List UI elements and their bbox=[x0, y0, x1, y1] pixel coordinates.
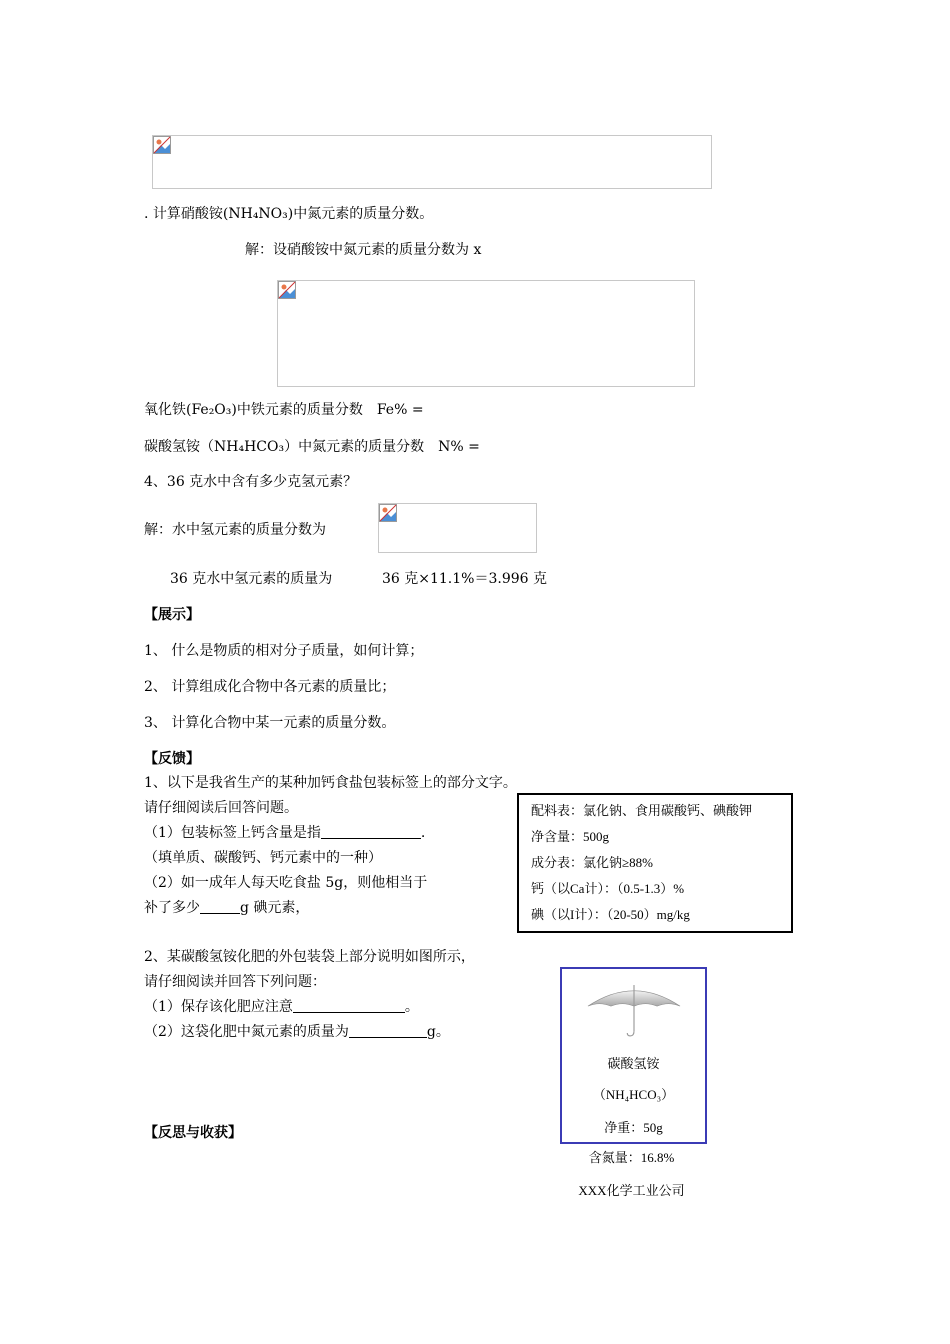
salt-label-iodine: 碘（以I计）：（20-50）mg/kg bbox=[531, 907, 690, 922]
feedback2-q2-text: （2）这袋化肥中氮元素的质量为 bbox=[144, 1024, 349, 1040]
show-item-1: 1、 什么是物质的相对分子质量，如何计算； bbox=[144, 643, 424, 659]
section-show: 【展示】 bbox=[144, 607, 200, 623]
broken-image-icon bbox=[278, 281, 296, 299]
feedback1-q2-c: g 碘元素， bbox=[240, 900, 310, 916]
bag-nitrogen: 含氮量：16.8% bbox=[588, 1150, 675, 1165]
bag-formula: （NH₄HCO₃） bbox=[592, 1087, 675, 1102]
formula-image-3 bbox=[378, 503, 537, 553]
section-feedback: 【反馈】 bbox=[144, 751, 200, 767]
question-4: 4、36 克水中含有多少克氢元素？ bbox=[144, 474, 358, 490]
answer-blank-nitrogen[interactable] bbox=[349, 1023, 427, 1038]
feedback1-hint: （填单质、碳酸钙、钙元素中的一种） bbox=[144, 850, 382, 866]
show-item-2: 2、 计算组成化合物中各元素的质量比； bbox=[144, 679, 396, 695]
feedback1-q1-end: . bbox=[420, 825, 426, 841]
answer-blank-storage[interactable] bbox=[293, 998, 405, 1013]
answer-blank-iodine[interactable] bbox=[200, 899, 240, 914]
solve-h-line: 解：水中氢元素的质量分数为 bbox=[144, 522, 326, 538]
answer-blank-calcium[interactable] bbox=[321, 824, 421, 839]
salt-label-box bbox=[517, 793, 793, 933]
n-percent-line: 碳酸氢铵（NH₄HCO₃）中氮元素的质量分数 N% = bbox=[144, 439, 480, 455]
salt-label-net: 净含量：500g bbox=[531, 829, 610, 844]
feedback1-q1-text: （1）包装标签上钙含量是指 bbox=[144, 825, 321, 841]
bag-weight: 净重：50g bbox=[604, 1120, 663, 1135]
fe-percent-line: 氧化铁(Fe₂O₃)中铁元素的质量分数 Fe% = bbox=[144, 402, 424, 418]
show-item-3: 3、 计算化合物中某一元素的质量分数。 bbox=[144, 715, 396, 731]
feedback2-q2 bbox=[144, 1021, 450, 1041]
feedback1-q1 bbox=[144, 822, 425, 842]
bag-name: 碳酸氢铵 bbox=[607, 1056, 660, 1071]
feedback1-intro: 1、以下是我省生产的某种加钙食盐包装标签上的部分文字。 bbox=[144, 775, 517, 791]
feedback1-read: 请仔细阅读后回答问题。 bbox=[144, 800, 298, 816]
umbrella-icon bbox=[586, 979, 682, 1041]
fertilizer-bag bbox=[560, 967, 707, 1144]
h-mass-result: 36 克×11.1%＝3.996 克 bbox=[382, 571, 547, 587]
feedback1-q2-cont bbox=[144, 897, 309, 917]
bag-company: XXX化学工业公司 bbox=[578, 1183, 685, 1198]
feedback1-q2-b: 补了多少 bbox=[144, 900, 200, 916]
feedback2-q2-end: g。 bbox=[426, 1024, 450, 1040]
formula-image-1 bbox=[152, 135, 712, 189]
h-mass-label: 36 克水中氢元素的质量为 bbox=[170, 571, 333, 587]
feedback2-q1-text: （1）保存该化肥应注意 bbox=[144, 999, 293, 1015]
solve-x-line: 解：设硝酸铵中氮元素的质量分数为 x bbox=[245, 242, 482, 258]
broken-image-icon bbox=[153, 136, 171, 154]
formula-image-2 bbox=[277, 280, 695, 387]
feedback2-q1-end: 。 bbox=[404, 999, 419, 1015]
broken-image-icon bbox=[379, 504, 397, 522]
feedback2-intro: 2、某碳酸氢铵化肥的外包装袋上部分说明如图所示， bbox=[144, 949, 475, 965]
feedback2-q1 bbox=[144, 996, 419, 1016]
salt-label-composition: 成分表：氯化钠≥88% bbox=[531, 855, 653, 870]
salt-label-ingredients: 配料表：氯化钠、食用碳酸钙、碘酸钾 bbox=[531, 803, 753, 818]
salt-label-calcium: 钙（以Ca计）：（0.5-1.3）% bbox=[531, 881, 685, 896]
calc-nh4no3-line: . 计算硝酸铵(NH₄NO₃)中氮元素的质量分数。 bbox=[144, 206, 434, 222]
feedback2-read: 请仔细阅读并回答下列问题： bbox=[144, 974, 326, 990]
section-reflect: 【反思与收获】 bbox=[144, 1125, 242, 1141]
feedback1-q2: （2）如一成年人每天吃食盐 5g，则他相当于 bbox=[144, 875, 428, 891]
